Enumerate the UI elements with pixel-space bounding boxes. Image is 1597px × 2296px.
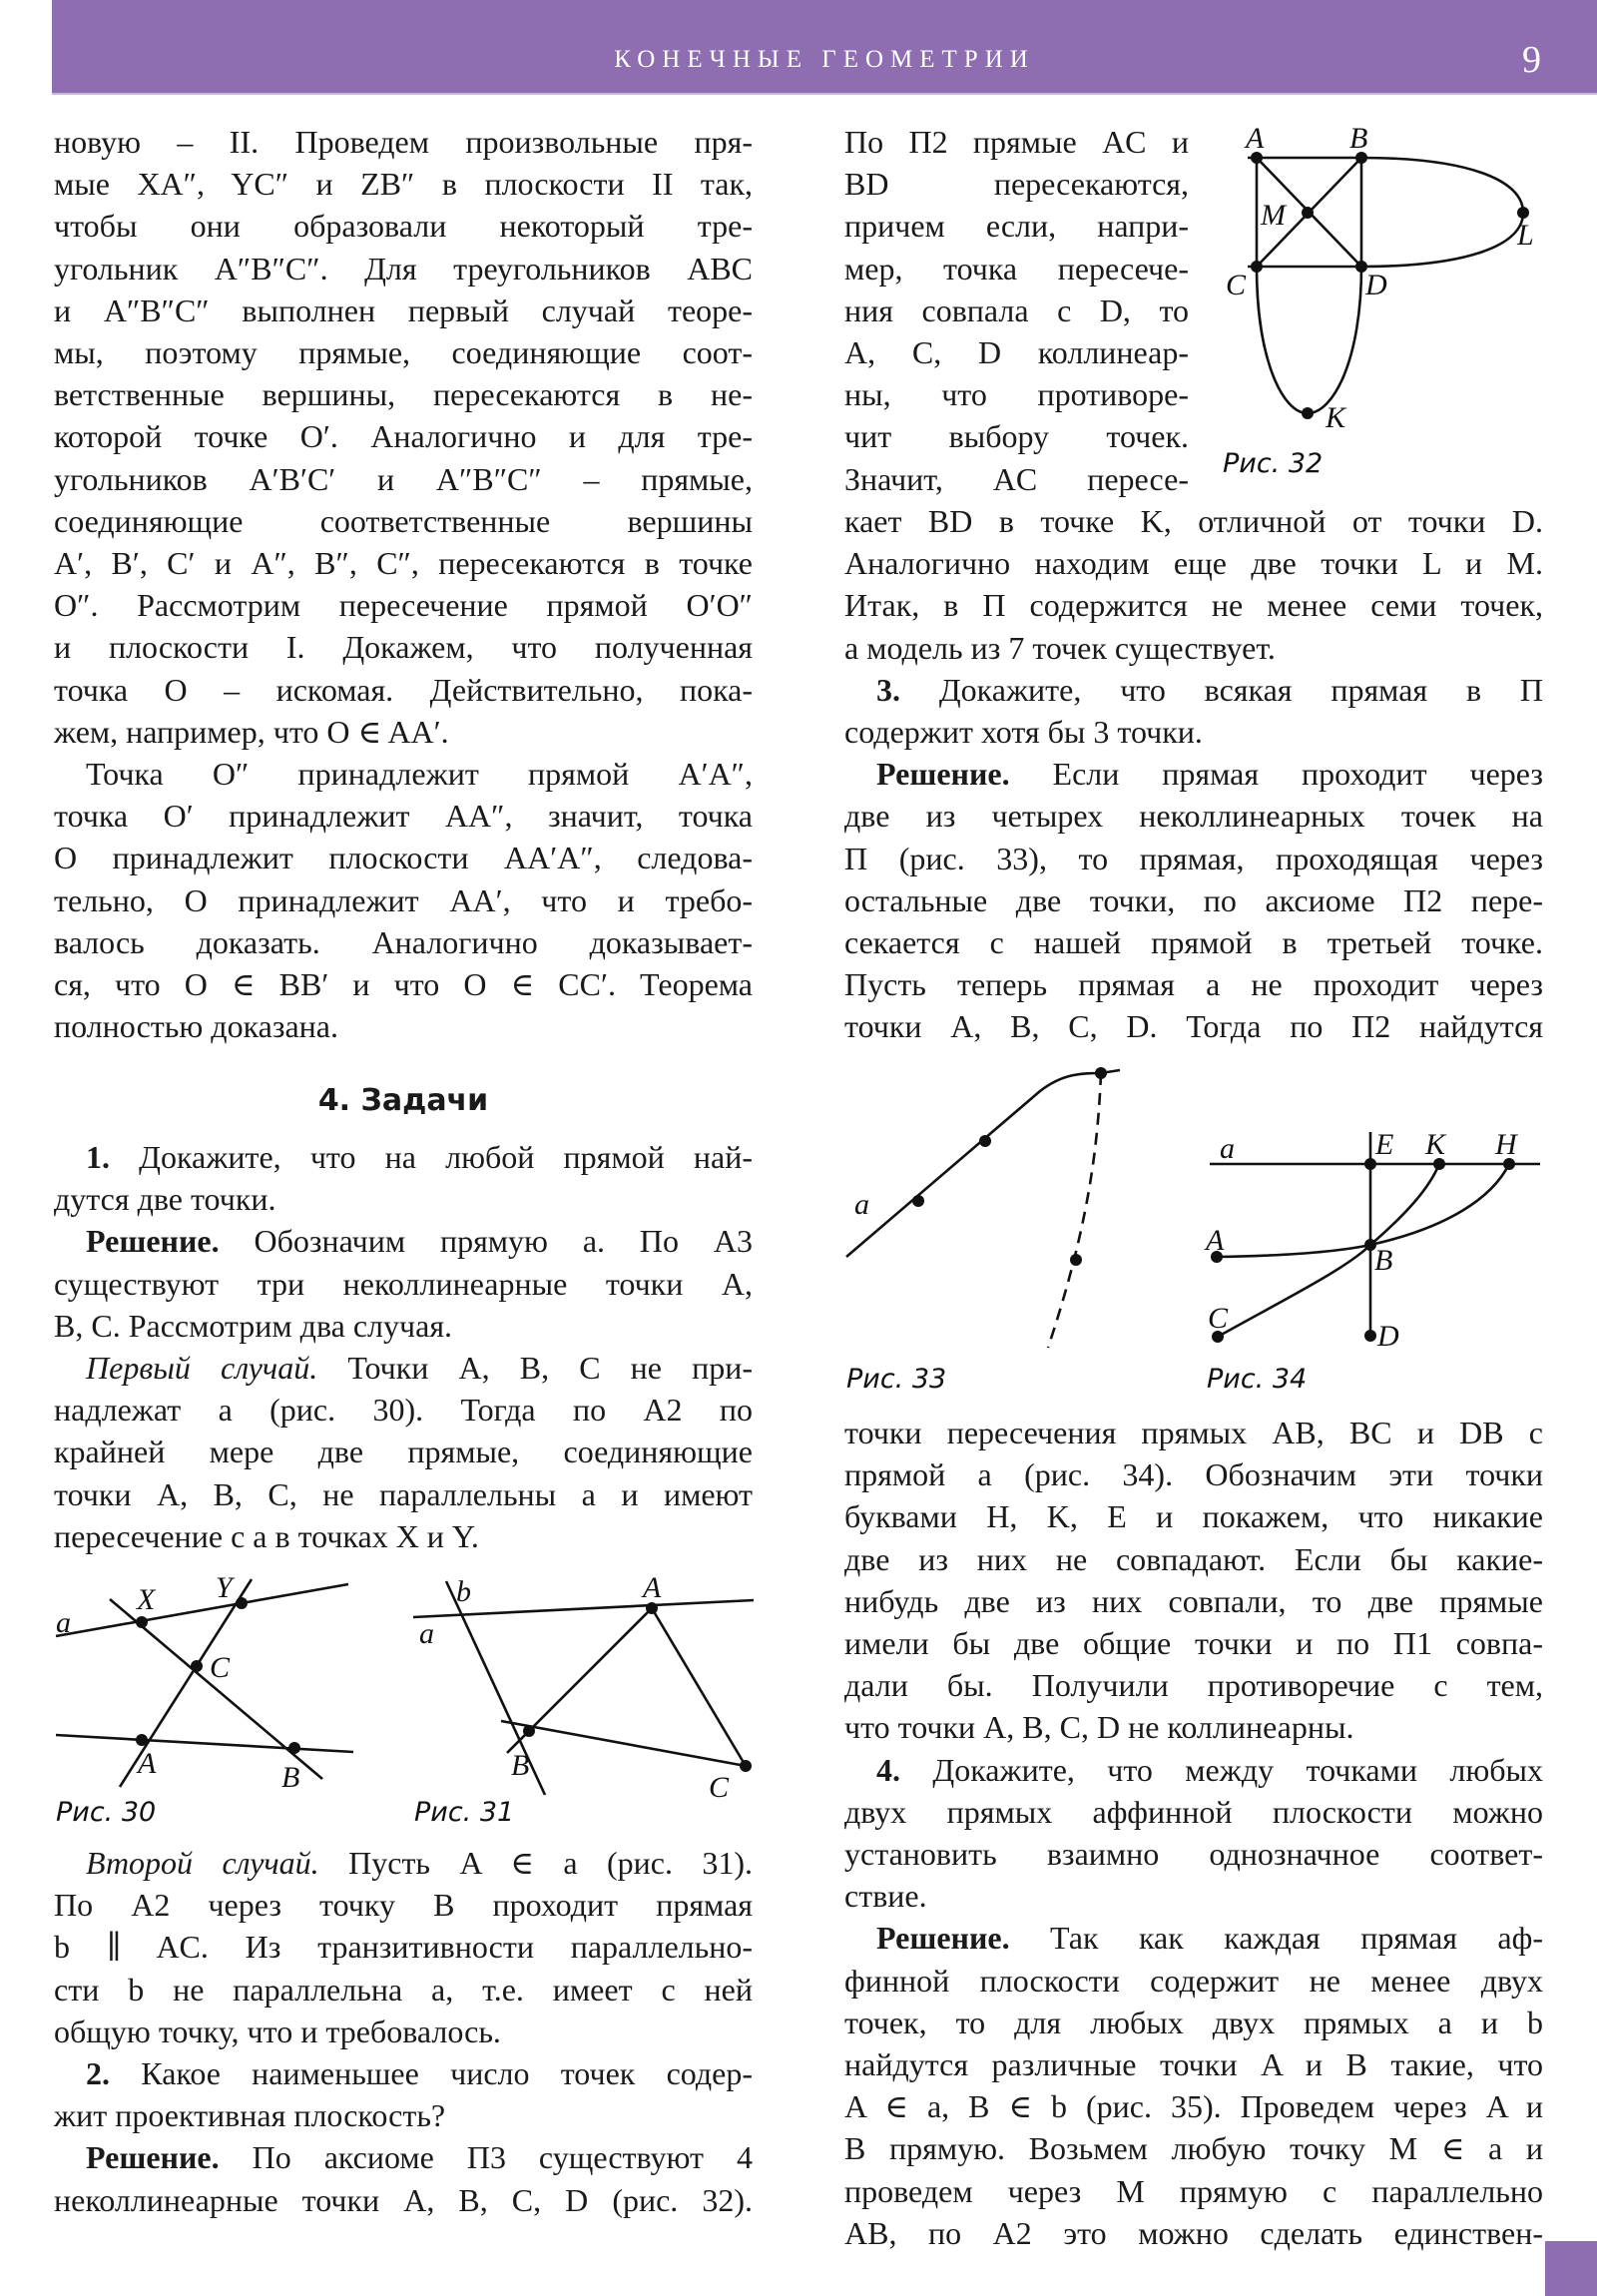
line-text: полностью доказана.	[54, 1008, 338, 1045]
label-b: B	[1374, 1244, 1393, 1277]
line-text: соединяющие соответственные вершины	[54, 502, 753, 539]
line-text: B, C. Рассмотрим два случая.	[54, 1307, 453, 1344]
label-a: a	[419, 1617, 434, 1650]
page-number: 9	[1522, 39, 1541, 81]
line-text: Так как каждая прямая аф-	[1050, 1920, 1544, 1957]
line-text: точки A, B, C, не параллельны a и имеют	[54, 1475, 753, 1512]
line-text: По П2 прямые AC и	[844, 124, 1189, 160]
line-text: найдутся различные точки A и B такие, что	[844, 2046, 1543, 2083]
point-c	[191, 1660, 203, 1672]
paragraph-lead: 1.	[86, 1139, 110, 1175]
line-text: финной плоскости содержит не менее двух	[844, 1962, 1543, 1999]
line-ac	[652, 1608, 746, 1766]
line-text: точки A, B, C, D. Тогда по П2 найдутся	[844, 1008, 1543, 1045]
line-text: общую точку, что и требовалось.	[54, 2012, 501, 2049]
line-text: дутся две точки.	[54, 1181, 276, 1218]
label-b: B	[1349, 122, 1368, 155]
line-text: мы, поэтому прямые, соединяющие соот-	[54, 334, 753, 371]
line-text: нибудь две из них совпали, то две прямые	[844, 1582, 1543, 1619]
line-text: Если прямая проходит через	[1052, 756, 1543, 793]
line-text: угольников A′B′C′ и A″B″C″ – прямые,	[54, 460, 753, 497]
label-l: L	[1517, 219, 1534, 252]
line-text: жем, например, что O ∈ AA′.	[54, 713, 449, 750]
label-c: C	[709, 1771, 730, 1804]
line-text: O принадлежит плоскости AA′A″, следова-	[54, 840, 753, 876]
label-a-point: A	[643, 1571, 662, 1604]
paragraph-lead: Решение.	[86, 2139, 220, 2176]
label-a: a	[56, 1606, 71, 1639]
label-b-point: B	[511, 1749, 530, 1782]
line-ab	[56, 1735, 353, 1752]
point-b	[523, 1725, 535, 1737]
line-text: и A″B″C″ выполнен первый случай теоре-	[54, 291, 753, 328]
label-y: Y	[216, 1571, 233, 1604]
line-text: двух прямых аффинной плоскости можно	[844, 1793, 1543, 1830]
label-d: D	[1377, 1320, 1399, 1353]
point-a	[136, 1734, 148, 1746]
line-text: Итак, в П содержится не менее семи точек,	[844, 587, 1543, 624]
paragraph-lead: Решение.	[876, 756, 1010, 793]
figure-caption: Рис. 32	[1223, 448, 1324, 479]
line-text: крайней мере две прямые, соединяющие	[54, 1434, 753, 1470]
label-h: H	[1495, 1128, 1517, 1161]
line-text: надлежат a (рис. 30). Тогда по А2 по	[54, 1392, 753, 1429]
figure-caption: Рис. 34	[1207, 1364, 1308, 1395]
line-text: Докажите, что всякая прямая в П	[938, 671, 1544, 708]
figure-31	[413, 1571, 754, 1828]
label-k: K	[1425, 1128, 1446, 1161]
line-text: П (рис. 33), то прямая, проходящая через	[844, 840, 1543, 876]
line-text: валось доказать. Аналогично доказывает-	[54, 923, 753, 960]
line-text: кает BD в точке K, отличной от точки D.	[844, 503, 1543, 539]
line-text: содержит хотя бы 3 точки.	[844, 714, 1203, 751]
figure-32	[1223, 122, 1534, 479]
label-a: a	[1220, 1132, 1235, 1165]
line-text: а модель из 7 точек существует.	[844, 629, 1276, 666]
label-c: C	[1226, 269, 1247, 301]
line-text: Докажите, что между точками любых	[932, 1751, 1544, 1788]
line-text: BD пересекаются,	[844, 166, 1189, 203]
paragraph-lead: Решение.	[876, 1920, 1010, 1957]
label-k: K	[1326, 401, 1346, 434]
line-text: буквами H, K, E и покажем, что никакие	[844, 1498, 1543, 1535]
line-text: b ∥ AC. Из транзитивности параллельно-	[54, 1929, 753, 1966]
label-b: B	[281, 1761, 300, 1794]
line-text: две из четырех неколлинеарных точек на	[844, 798, 1543, 835]
figure-caption: Рис. 30	[56, 1797, 157, 1828]
line-text: жит проективная плоскость?	[54, 2097, 446, 2134]
line-text: прямой a (рис. 34). Обозначим эти точки	[844, 1456, 1543, 1493]
figure-caption: Рис. 33	[846, 1364, 947, 1395]
line-text: мер, точка пересече-	[844, 250, 1189, 287]
label-a-point: A	[138, 1747, 157, 1780]
line-text: причем если, напри-	[844, 208, 1189, 245]
label-m: M	[1261, 199, 1286, 232]
running-header-title: КОНЕЧНЫЕ ГЕОМЕТРИИ	[614, 46, 1035, 73]
label-e: E	[1375, 1128, 1394, 1161]
line-text: точка O′ принадлежит AA″, значит, точка	[54, 798, 753, 835]
paragraph-lead: Первый случай.	[86, 1350, 318, 1387]
line-bc	[501, 1721, 746, 1766]
point-b	[288, 1742, 300, 1754]
label-a: a	[854, 1188, 869, 1221]
line-text: точек, то для любых двух прямых a и b	[844, 2004, 1543, 2040]
line-text: угольник A″B″C″. Для треугольников ABC	[54, 250, 753, 287]
line-text: O″. Рассмотрим пересечение прямой O′O″	[54, 587, 753, 624]
line-text: установить взаимно однозначное соответ-	[844, 1836, 1543, 1873]
figure-33	[846, 1067, 1120, 1395]
line-text: A′, B′, C′ и A″, B″, C″, пересекаются в точке	[54, 545, 753, 582]
line-text: тельно, O принадлежит AA′, что и требо-	[54, 881, 753, 918]
line-text: которой точке O′. Аналогично и для тре-	[54, 418, 753, 455]
label-c: C	[1208, 1302, 1229, 1335]
line-text: ся, что O ∈ BB′ и что O ∈ CC′. Теорема	[54, 966, 753, 1003]
label-a-point: A	[1206, 1224, 1225, 1257]
paragraph-lead: 2.	[86, 2055, 110, 2092]
line-text: ветственные вершины, пересекаются в не-	[54, 376, 753, 413]
point-c	[740, 1760, 752, 1772]
line-text: существуют три неколлинеарные точки A,	[54, 1265, 753, 1302]
line-text: дали бы. Получили противоречие с тем,	[844, 1667, 1543, 1704]
line-text: и плоскости I. Докажем, что полученная	[54, 629, 753, 666]
line-text: Обозначим прямую a. По А3	[254, 1223, 754, 1260]
label-b: b	[456, 1575, 471, 1608]
line-text: ствие.	[844, 1878, 927, 1915]
line-text: ния совпала с D, то	[844, 291, 1189, 328]
section-heading: 4. Задачи	[317, 1083, 489, 1118]
line-text: AB, по A2 это можно сделать единствен-	[844, 2214, 1543, 2251]
line-text: две из них не совпадают. Если бы какие-	[844, 1540, 1543, 1577]
line-text: По А2 через точку B проходит прямая	[54, 1887, 753, 1924]
line-text: неколлинеарные точки A, B, C, D (рис. 32).	[54, 2181, 753, 2218]
point-y	[236, 1597, 248, 1609]
line-text: Пусть теперь прямая a не проходит через	[844, 966, 1543, 1003]
line-text: Точка O″ принадлежит прямой A′A″,	[86, 756, 753, 793]
line-text: чит выбору точек.	[844, 418, 1189, 455]
point-x	[136, 1616, 148, 1628]
paragraph-lead: 3.	[876, 671, 900, 708]
figure-caption: Рис. 31	[414, 1797, 515, 1828]
label-d: D	[1365, 269, 1387, 301]
label-a: A	[1246, 122, 1265, 155]
line-text: Значит, AC пересе-	[844, 460, 1189, 497]
line-a	[56, 1584, 348, 1636]
line-text: точка O – искомая. Действительно, пока-	[54, 671, 753, 708]
label-c: C	[210, 1651, 231, 1684]
line-text: новую – II. Проведем произвольные пря-	[54, 124, 753, 160]
line-text: секается с нашей прямой в третьей точке.	[844, 924, 1543, 961]
paragraph-lead: Решение.	[86, 1223, 220, 1260]
line-text: мые XA″, YC″ и ZB″ в плоскости II так,	[54, 166, 753, 203]
line-text: Точки A, B, C не при-	[347, 1350, 754, 1387]
line-text: проведем через M прямую c параллельно	[844, 2172, 1543, 2209]
figure-30	[56, 1571, 353, 1828]
paragraph-lead: Второй случай.	[86, 1845, 319, 1881]
line-text: Докажите, что на любой прямой най-	[139, 1139, 754, 1175]
paragraph-lead: 4.	[876, 1751, 900, 1788]
line-text: A, C, D коллинеар-	[844, 334, 1189, 371]
line-text: Аналогично находим еще две точки L и M.	[844, 545, 1544, 582]
line-text: пересечение с a в точках X и Y.	[54, 1517, 479, 1554]
line-text: точки пересечения прямых AB, BC и DB с	[844, 1415, 1543, 1450]
line-text: A ∈ a, B ∈ b (рис. 35). Проведем через A и	[844, 2088, 1543, 2125]
figure-34	[1204, 1128, 1540, 1395]
line-text: ны, что противоре-	[844, 376, 1189, 413]
line-text: B прямую. Возьмем любую точку M ∈ a и	[844, 2130, 1543, 2167]
line-text: По аксиоме П3 существуют 4	[252, 2139, 754, 2176]
line-text: Пусть A ∈ a (рис. 31).	[348, 1845, 754, 1881]
line-text: что точки A, B, C, D не коллинеарны.	[844, 1709, 1354, 1746]
line-text: сти b не параллельна a, т.е. имеет с ней	[54, 1971, 753, 2008]
line-text: остальные две точки, по аксиоме П2 пере-	[844, 881, 1543, 918]
line-text: чтобы они образовали некоторый тре-	[54, 208, 753, 245]
corner-tab	[1545, 2241, 1597, 2296]
line-text: Какое наименьшее число точек содер-	[141, 2055, 754, 2092]
label-x: X	[137, 1583, 156, 1616]
line-text: имели бы две общие точки и по П1 совпа-	[844, 1625, 1543, 1662]
